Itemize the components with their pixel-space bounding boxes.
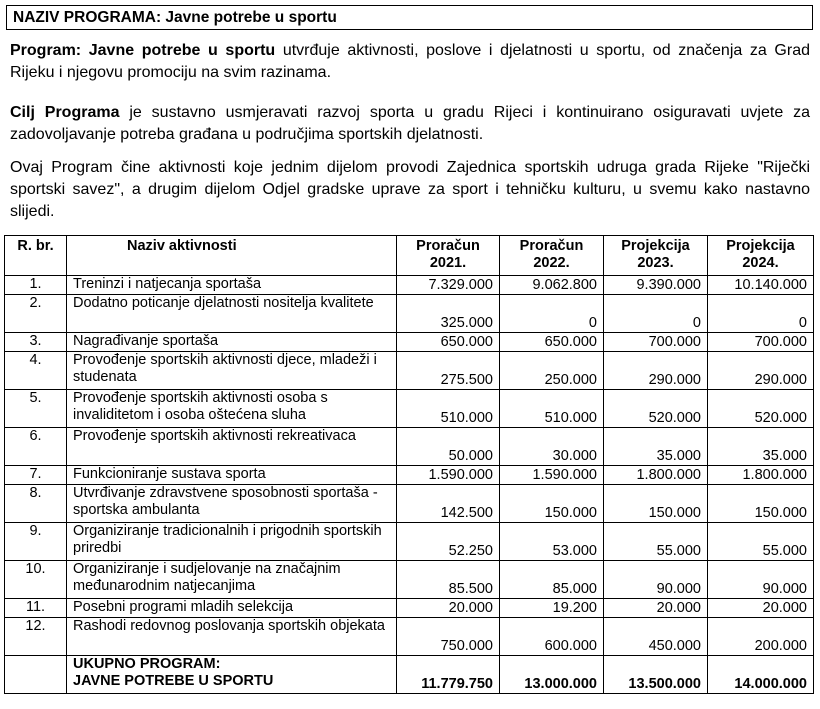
amount-cell: 19.200 [500,599,604,618]
activity-name: Dodatno poticanje djelatnosti nositelja kvalitete [67,295,397,333]
total-row [5,656,814,694]
amount-cell: 510.000 [397,390,500,428]
amount-cell: 7.329.000 [397,276,500,295]
activity-name: Funkcioniranje sustava sporta [67,466,397,485]
activity-name: Treninzi i natjecanja sportaša [67,276,397,295]
amount-cell: 200.000 [708,618,814,656]
row-number: 12. [5,618,67,656]
row-number: 7. [5,466,67,485]
activity-name: Utvrđivanje zdravstvene sposobnosti sportaša - sportska ambulanta [67,485,397,523]
activity-name: Organiziranje tradicionalnih i prigodnih sportskih priredbi [67,523,397,561]
amount-cell: 1.800.000 [604,466,708,485]
header-rbr: R. br. [5,236,67,276]
row-number: 3. [5,333,67,352]
row-number: 6. [5,428,67,466]
program-title: NAZIV PROGRAMA: Javne potrebe u sportu [6,5,813,30]
activity-name: Provođenje sportskih aktivnosti rekreativaca [67,428,397,466]
amount-cell: 0 [604,295,708,333]
amount-cell: 0 [500,295,604,333]
row-number: 11. [5,599,67,618]
amount-cell: 325.000 [397,295,500,333]
table-header-row [5,236,814,276]
activity-name: Nagrađivanje sportaša [67,333,397,352]
amount-cell: 55.000 [604,523,708,561]
amount-cell: 10.140.000 [708,276,814,295]
row-number: 10. [5,561,67,599]
table-row [5,428,814,466]
table-row [5,523,814,561]
table-row [5,352,814,390]
table-row [5,466,814,485]
table-row [5,333,814,352]
program-description [10,40,810,84]
row-number: 4. [5,352,67,390]
amount-cell: 90.000 [708,561,814,599]
table-row [5,618,814,656]
amount-cell: 9.062.800 [500,276,604,295]
amount-cell: 290.000 [708,352,814,390]
activity-name: Rashodi redovnog poslovanja sportskih objekata [67,618,397,656]
amount-cell: 85.000 [500,561,604,599]
amount-cell: 520.000 [708,390,814,428]
row-number: 2. [5,295,67,333]
table-row [5,485,814,523]
amount-cell: 20.000 [708,599,814,618]
amount-cell: 450.000 [604,618,708,656]
row-number: 8. [5,485,67,523]
amount-cell: 55.000 [708,523,814,561]
amount-cell: 35.000 [604,428,708,466]
activity-name: Provođenje sportskih aktivnosti osoba s invaliditetom i osoba oštećena sluha [67,390,397,428]
table-row [5,561,814,599]
amount-cell: 520.000 [604,390,708,428]
amount-cell: 150.000 [604,485,708,523]
amount-cell: 50.000 [397,428,500,466]
amount-cell: 250.000 [500,352,604,390]
row-number: 5. [5,390,67,428]
budget-table [4,235,814,694]
amount-cell: 30.000 [500,428,604,466]
program-description-lead: Program: Javne potrebe u sportu [10,42,276,59]
amount-cell: 1.590.000 [500,466,604,485]
table-row [5,276,814,295]
amount-cell: 20.000 [397,599,500,618]
amount-cell: 9.390.000 [604,276,708,295]
program-description-text: utvrđuje aktivnosti, poslove i djelatnosti u sportu, od značenja za Grad Rijeku i njegovu promociju na svim razinama. [10,42,810,81]
amount-cell: 150.000 [500,485,604,523]
row-number: 9. [5,523,67,561]
total-amount-cell: 13.000.000 [500,656,604,694]
amount-cell: 53.000 [500,523,604,561]
amount-cell: 1.590.000 [397,466,500,485]
total-label-line1: UKUPNO PROGRAM: [73,656,221,672]
total-amount-cell: 13.500.000 [604,656,708,694]
amount-cell: 290.000 [604,352,708,390]
amount-cell: 0 [708,295,814,333]
amount-cell: 20.000 [604,599,708,618]
amount-cell: 90.000 [604,561,708,599]
row-number: 1. [5,276,67,295]
amount-cell: 85.500 [397,561,500,599]
amount-cell: 700.000 [604,333,708,352]
amount-cell: 750.000 [397,618,500,656]
activity-name: Posebni programi mladih selekcija [67,599,397,618]
total-amount-cell: 14.000.000 [708,656,814,694]
header-name: Naziv aktivnosti [67,236,397,276]
total-label-line2: JAVNE POTREBE U SPORTU [73,673,274,689]
amount-cell: 600.000 [500,618,604,656]
amount-cell: 1.800.000 [708,466,814,485]
program-goal-lead: Cilj Programa [10,104,120,121]
program-goal [10,102,810,146]
program-goal-text: je sustavno usmjeravati razvoj sporta u gradu Rijeci i kontinuirano osiguravati uvjete za zadovoljavanje potreba građana u područjima sportskih djelatnosti. [10,104,810,143]
amount-cell: 142.500 [397,485,500,523]
amount-cell: 35.000 [708,428,814,466]
amount-cell: 650.000 [397,333,500,352]
amount-cell: 700.000 [708,333,814,352]
activity-name: Provođenje sportskih aktivnosti djece, mladeži i studenata [67,352,397,390]
table-row [5,599,814,618]
header-projection-2024: Projekcija 2024. [708,236,814,276]
program-scope: Ovaj Program čine aktivnosti koje jednim dijelom provodi Zajednica sportskih udruga grada Rijeke "Riječki sportski savez", a drugim dijelom Odjel gradske uprave za sport i tehničku kulturu, u svemu kako nastavno slijedi. [10,159,810,220]
total-label [67,656,397,694]
activity-name: Organiziranje i sudjelovanje na značajnim međunarodnim natjecanjima [67,561,397,599]
header-budget-2021: Proračun 2021. [397,236,500,276]
table-row [5,295,814,333]
header-budget-2022: Proračun 2022. [500,236,604,276]
amount-cell: 650.000 [500,333,604,352]
amount-cell: 52.250 [397,523,500,561]
table-row [5,390,814,428]
amount-cell: 510.000 [500,390,604,428]
amount-cell: 150.000 [708,485,814,523]
amount-cell: 275.500 [397,352,500,390]
total-number-cell [5,656,67,694]
total-amount-cell: 11.779.750 [397,656,500,694]
header-projection-2023: Projekcija 2023. [604,236,708,276]
